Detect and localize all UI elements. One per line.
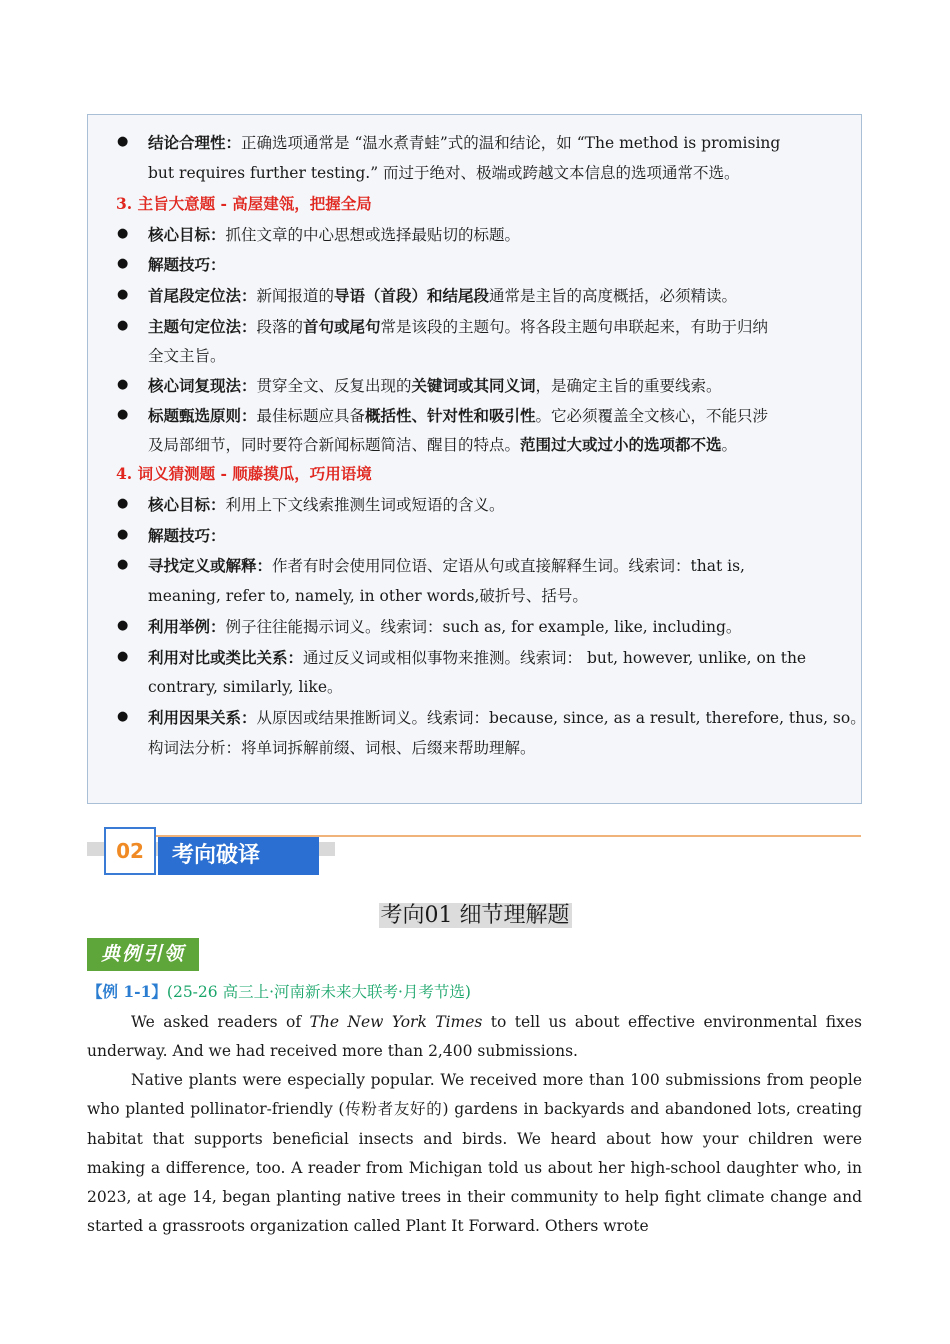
bullet: ●: [117, 709, 129, 724]
bullet: ●: [117, 226, 129, 241]
example-reference: 【例 1-1】(25-26 高三上·河南新未来大联考·月考节选): [87, 982, 471, 1001]
tips-box: [87, 114, 862, 804]
tip-item-continued: 及局部细节，同时要符合新闻标题简洁、醒目的特点。范围过大或过小的选项都不选。: [148, 435, 738, 454]
section-number: 02: [104, 827, 156, 875]
tip-item: 主题句定位法：段落的首句或尾句常是该段的主题句。将各段主题句串联起来，有助于归纳: [148, 317, 769, 336]
bullet: ●: [117, 618, 129, 633]
tip-item-continued: meaning, refer to, namely, in other words,破折号、括号。: [148, 587, 588, 605]
bullet: ●: [117, 256, 129, 271]
tip-item: 解题技巧：: [148, 526, 226, 545]
tip-item-continued: 全文主旨。: [148, 347, 226, 365]
example-badge: 典例引领: [87, 938, 199, 971]
passage-paragraph: Native plants were especially popular. We received more than 100 submissions from people who planted pollinator-friendly (传粉者友好的) gardens in backyards and abandoned lots, creating habitat that supports beneficial insects and birds. We heard about how your children were making a difference, too. A reader from Michigan told us about her high-school daughter who, in 2023, at age 14, began planting native trees in their community to help fight climate change and started a grassroots organization called Plant It Forward. Others wrote: [87, 1071, 862, 1236]
bullet: ●: [117, 287, 129, 302]
tip-item-continued: contrary, similarly, like。: [148, 678, 343, 696]
bullet: ●: [117, 134, 129, 149]
tip-item: 核心词复现法：贯穿全文、反复出现的关键词或其同义词，是确定主旨的重要线索。: [148, 376, 722, 395]
bullet: ●: [117, 496, 129, 511]
section-title: 考向破译: [158, 837, 319, 875]
tip-item: 解题技巧：: [148, 255, 226, 274]
section-heading-3: 3. 主旨大意题 - 高屋建瓴，把握全局: [116, 194, 372, 213]
tip-item: 利用因果关系：从原因或结果推断词义。线索词：because, since, as a result, therefore, thus, so。: [148, 708, 866, 727]
bullet: ●: [117, 649, 129, 664]
tip-item: 利用对比或类比关系：通过反义词或相似事物来推测。线索词： but, however, unlike, on the: [148, 648, 807, 667]
tip-item: 核心目标：利用上下文线索推测生词或短语的含义。: [148, 495, 505, 514]
topic-subtitle: 考向01 细节理解题: [380, 903, 570, 928]
tip-item: 寻找定义或解释：作者有时会使用同位语、定语从句或直接解释生词。线索词：that is,: [148, 556, 745, 575]
tip-item: 利用举例：例子往往能揭示词义。线索词：such as, for example, like, including。: [148, 617, 742, 636]
bullet: ●: [117, 377, 129, 392]
section-heading-4: 4. 词义猜测题 - 顺藤摸瓜，巧用语境: [116, 464, 372, 483]
tip-item-continued: but requires further testing.” 而过于绝对、极端或跨越文本信息的选项通常不选。: [148, 164, 740, 182]
tip-item-continued: 构词法分析：将单词拆解前缀、词根、后缀来帮助理解。: [148, 739, 536, 757]
tip-item: 标题甄选原则：最佳标题应具备概括性、针对性和吸引性。它必须覆盖全文核心，不能只涉: [148, 406, 769, 425]
bullet: ●: [117, 407, 129, 422]
bullet: ●: [117, 318, 129, 333]
bullet: ●: [117, 527, 129, 542]
tip-item: 首尾段定位法：新闻报道的导语（首段）和结尾段通常是主旨的高度概括，必须精读。: [148, 286, 738, 305]
bullet: ●: [117, 557, 129, 572]
tip-item: 核心目标：抓住文章的中心思想或选择最贴切的标题。: [148, 225, 521, 244]
passage-paragraph: We asked readers of The New York Times to tell us about effective environmental fixes underway. And we had received more than 2,400 submissions.: [87, 1013, 863, 1061]
tip-item: 结论合理性：正确选项通常是 “温水煮青蛙”式的温和结论，如 “The method is promising: [148, 133, 781, 152]
